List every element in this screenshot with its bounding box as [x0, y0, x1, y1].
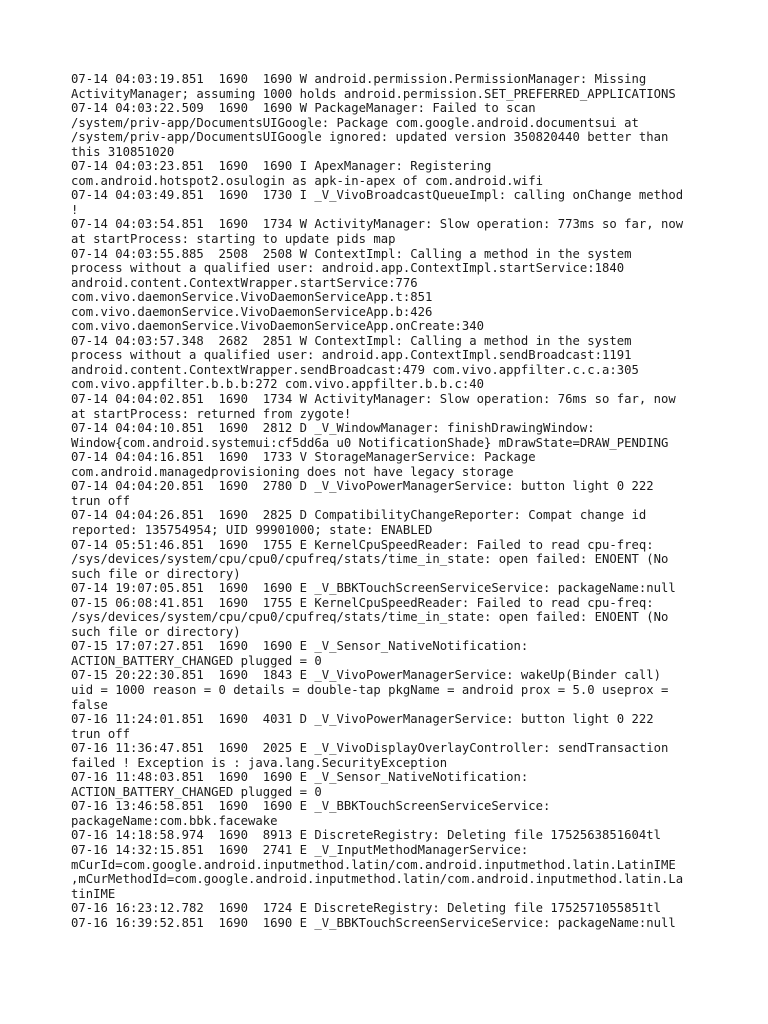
log-line: such file or directory) — [71, 566, 241, 581]
log-line: this 310851020 — [71, 144, 175, 159]
log-line: com.android.hotspot2.osulogin as apk-in-apex of com.android.wifi — [71, 173, 544, 188]
log-line: 07-16 14:18:58.974 1690 8913 E DiscreteRegistry: Deleting file 1752563851604tl — [71, 828, 662, 843]
log-line: 07-14 04:03:57.348 2682 2851 W ContextImpl: Calling a method in the system — [71, 333, 632, 348]
log-line: 07-14 04:03:22.509 1690 1690 W PackageManager: Failed to scan — [71, 101, 536, 116]
log-line: 07-14 04:03:49.851 1690 1730 I _V_VivoBroadcastQueueImpl: calling onChange method — [71, 188, 684, 203]
log-line: ACTION_BATTERY_CHANGED plugged = 0 — [71, 784, 322, 799]
log-line: 07-14 04:04:02.851 1690 1734 W ActivityManager: Slow operation: 76ms so far, now — [71, 392, 676, 407]
log-line: 07-14 04:03:19.851 1690 1690 W android.permission.PermissionManager: Missing — [71, 72, 647, 86]
log-line: 07-14 19:07:05.851 1690 1690 E _V_BBKTouchScreenServiceService: packageName:null — [71, 581, 676, 596]
log-line: such file or directory) — [71, 624, 241, 639]
log-line: 07-14 04:04:26.851 1690 2825 D CompatibilityChangeReporter: Compat change id — [71, 508, 647, 523]
log-line: failed ! Exception is : java.lang.SecurityException — [71, 755, 448, 770]
log-line: trun off — [71, 726, 131, 741]
log-line: 07-14 04:03:23.851 1690 1690 I ApexManager: Registering — [71, 159, 492, 174]
log-line: ACTION_BATTERY_CHANGED plugged = 0 — [71, 653, 322, 668]
log-line: process without a qualified user: android.app.ContextImpl.sendBroadcast:1191 — [71, 348, 632, 363]
log-line: 07-15 17:07:27.851 1690 1690 E _V_Sensor_NativeNotification: — [71, 639, 529, 654]
log-line: 07-16 11:48:03.851 1690 1690 E _V_Sensor_NativeNotification: — [71, 770, 529, 785]
log-line: 07-15 20:22:30.851 1690 1843 E _V_VivoPowerManagerService: wakeUp(Binder call) — [71, 668, 662, 683]
log-line: /system/priv-app/DocumentsUIGoogle: Package com.google.android.documentsui at — [71, 115, 639, 130]
log-line: /sys/devices/system/cpu/cpu0/cpufreq/stats/time_in_state: open failed: ENOENT (No — [71, 610, 669, 625]
log-line: /sys/devices/system/cpu/cpu0/cpufreq/stats/time_in_state: open failed: ENOENT (No — [71, 552, 669, 567]
log-line: 07-16 14:32:15.851 1690 2741 E _V_InputMethodManagerService: — [71, 842, 529, 857]
log-line: ActivityManager; assuming 1000 holds android.permission.SET_PREFERRED_APPLICATIONS — [71, 86, 676, 101]
log-line: 07-15 06:08:41.851 1690 1755 E KernelCpuSpeedReader: Failed to read cpu-freq: — [71, 595, 654, 610]
log-line: mCurId=com.google.android.inputmethod.latin/com.android.inputmethod.latin.LatinIME — [71, 857, 676, 872]
log-line: reported: 135754954; UID 99901000; state: ENABLED — [71, 522, 433, 537]
log-line: ,mCurMethodId=com.google.android.inputmethod.latin/com.android.inputmethod.latin.La — [71, 872, 684, 887]
log-line: 07-14 04:04:20.851 1690 2780 D _V_VivoPowerManagerService: button light 0 222 — [71, 479, 654, 494]
log-line: 07-14 04:04:10.851 1690 2812 D _V_WindowManager: finishDrawingWindow: — [71, 421, 595, 436]
log-line: 07-16 16:23:12.782 1690 1724 E DiscreteRegistry: Deleting file 1752571055851tl — [71, 901, 662, 916]
log-line: at startProcess: returned from zygote! — [71, 406, 352, 421]
log-line: 07-14 04:04:16.851 1690 1733 V StorageManagerService: Package — [71, 450, 536, 465]
log-text-block — [71, 72, 711, 930]
log-line: android.content.ContextWrapper.sendBroadcast:479 com.vivo.appfilter.c.c.a:305 — [71, 362, 639, 377]
log-line: com.vivo.daemonService.VivoDaemonServiceApp.t:851 — [71, 290, 433, 305]
log-line: ! — [71, 202, 79, 217]
log-line: com.vivo.appfilter.b.b.b:272 com.vivo.appfilter.b.b.c:40 — [71, 377, 485, 392]
log-line: 07-16 16:39:52.851 1690 1690 E _V_BBKTouchScreenServiceService: packageName:null — [71, 915, 676, 930]
log-line: 07-14 05:51:46.851 1690 1755 E KernelCpuSpeedReader: Failed to read cpu-freq: — [71, 537, 654, 552]
log-line: uid = 1000 reason = 0 details = double-tap pkgName = android prox = 5.0 useprox = — [71, 682, 669, 697]
log-line: com.android.managedprovisioning does not have legacy storage — [71, 464, 514, 479]
log-line: 07-14 04:03:55.885 2508 2508 W ContextImpl: Calling a method in the system — [71, 246, 632, 261]
log-line: android.content.ContextWrapper.startService:776 — [71, 275, 418, 290]
log-line: trun off — [71, 493, 131, 508]
log-line: com.vivo.daemonService.VivoDaemonServiceApp.b:426 — [71, 304, 433, 319]
log-line: process without a qualified user: android.app.ContextImpl.startService:1840 — [71, 261, 625, 276]
log-line: Window{com.android.systemui:cf5dd6a u0 NotificationShade} mDrawState=DRAW_PENDING — [71, 435, 669, 450]
log-line: com.vivo.daemonService.VivoDaemonServiceApp.onCreate:340 — [71, 319, 485, 334]
log-line: false — [71, 697, 108, 712]
log-line: 07-14 04:03:54.851 1690 1734 W ActivityManager: Slow operation: 773ms so far, now — [71, 217, 684, 232]
log-line: 07-16 13:46:58.851 1690 1690 E _V_BBKTouchScreenServiceService: — [71, 799, 551, 814]
log-line: 07-16 11:24:01.851 1690 4031 D _V_VivoPowerManagerService: button light 0 222 — [71, 712, 654, 727]
log-line: /system/priv-app/DocumentsUIGoogle ignored: updated version 350820440 better than — [71, 130, 669, 145]
log-line: 07-16 11:36:47.851 1690 2025 E _V_VivoDisplayOverlayController: sendTransaction — [71, 741, 669, 756]
log-line: tinIME — [71, 886, 116, 901]
log-line: packageName:com.bbk.facewake — [71, 813, 278, 828]
log-line: at startProcess: starting to update pids map — [71, 232, 396, 247]
